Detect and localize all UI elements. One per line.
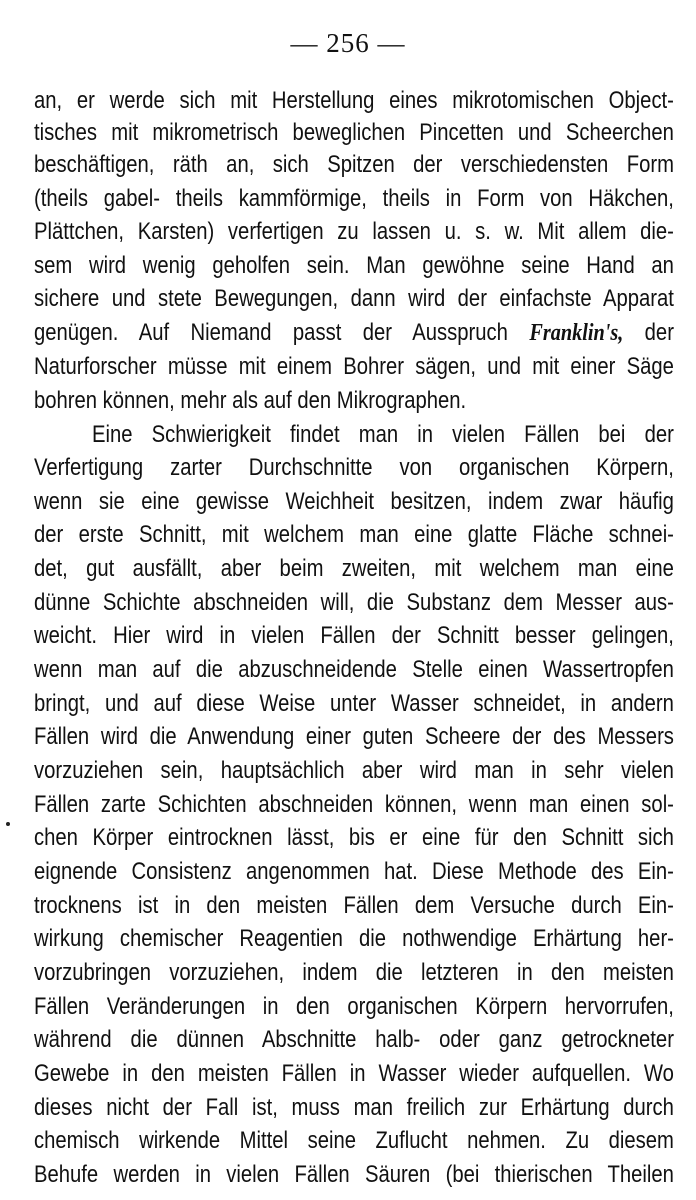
text-line: vorzubringen vorzuziehen, indem die letzteren in den meisten	[34, 959, 674, 986]
text-line: (theils gabel- theils kammförmige, theils in Form von Häkchen,	[34, 185, 674, 212]
text-line: an, er werde sich mit Herstellung eines mikrotomischen Object-	[34, 87, 674, 114]
text-line: Fällen Veränderungen in den organischen Körpern hervorrufen,	[34, 993, 674, 1020]
text-line: sichere und stete Bewegungen, dann wird der einfachste Apparat	[34, 285, 674, 312]
text-line: Fällen wird die Anwendung einer guten Scheere der des Messers	[34, 723, 674, 750]
text-line: weicht. Hier wird in vielen Fällen der Schnitt besser gelingen,	[34, 622, 674, 649]
text-segment: genügen. Auf Niemand passt der Ausspruch	[34, 319, 530, 346]
text-line: det, gut ausfällt, aber beim zweiten, mit welchem man eine	[34, 555, 674, 582]
text-line: Behufe werden in vielen Fällen Säuren (bei thierischen Theilen	[34, 1161, 674, 1188]
paragraph-first-line: Eine Schwierigkeit findet man in vielen Fällen bei der	[92, 421, 674, 448]
text-line: trocknens ist in den meisten Fällen dem Versuche durch Ein-	[34, 892, 674, 919]
text-line: chemisch wirkende Mittel seine Zuflucht nehmen. Zu diesem	[34, 1127, 674, 1154]
text-line: tisches mit mikrometrisch beweglichen Pincetten und Scheerchen	[34, 119, 674, 146]
text-line: Gewebe in den meisten Fällen in Wasser wieder aufquellen. Wo	[34, 1060, 674, 1087]
text-line: während die dünnen Abschnitte halb- oder ganz getrockneter	[34, 1026, 674, 1053]
text-line: Fällen zarte Schichten abschneiden können, wenn man einen sol-	[34, 791, 674, 818]
text-line: bohren können, mehr als auf den Mikrographen.	[34, 387, 467, 414]
page-number: — 256 —	[290, 28, 406, 58]
text-line: dünne Schichte abschneiden will, die Substanz dem Messer aus-	[34, 589, 674, 616]
cited-name: Franklin's,	[529, 319, 624, 346]
text-line: bringt, und auf diese Weise unter Wasser schneidet, in andern	[34, 690, 674, 717]
text-line: der erste Schnitt, mit welchem man eine glatte Fläche schnei-	[34, 521, 674, 548]
text-segment: der	[623, 319, 674, 346]
text-line: dieses nicht der Fall ist, muss man freilich zur Erhärtung durch	[34, 1094, 674, 1121]
ink-speck	[6, 822, 10, 826]
text-line-with-citation	[34, 318, 674, 348]
text-line: sem wird wenig geholfen sein. Man gewöhne seine Hand an	[34, 252, 674, 279]
text-line: wirkung chemischer Reagentien die nothwendige Erhärtung her-	[34, 925, 674, 952]
text-line: vorzuziehen sein, hauptsächlich aber wird man in sehr vielen	[34, 757, 674, 784]
text-line: Verfertigung zarter Durchschnitte von organischen Körpern,	[34, 454, 674, 481]
text-line: beschäftigen, räth an, sich Spitzen der verschiedensten Form	[34, 151, 674, 178]
text-line: Naturforscher müsse mit einem Bohrer sägen, und mit einer Säge	[34, 353, 674, 380]
text-line: wenn man auf die abzuschneidende Stelle einen Wassertropfen	[34, 656, 674, 683]
text-line: Plättchen, Karsten) verfertigen zu lassen u. s. w. Mit allem die-	[34, 218, 674, 245]
text-line: wenn sie eine gewisse Weichheit besitzen, indem zwar häufig	[34, 488, 674, 515]
text-line: chen Körper eintrocknen lässt, bis er eine für den Schnitt sich	[34, 824, 674, 851]
text-line: eignende Consistenz angenommen hat. Diese Methode des Ein-	[34, 858, 674, 885]
